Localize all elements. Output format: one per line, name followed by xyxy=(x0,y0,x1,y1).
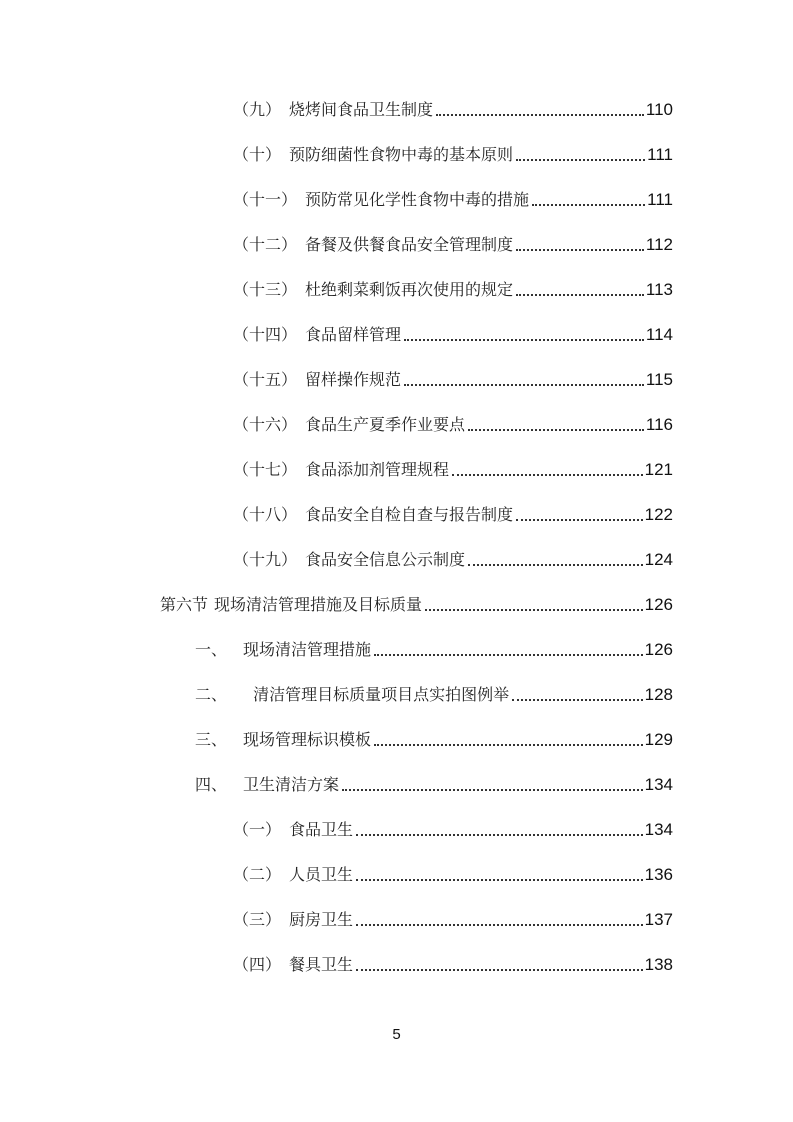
dot-leader xyxy=(516,519,643,521)
toc-entry-page: 138 xyxy=(644,955,673,974)
toc-entry-number: （十三） xyxy=(233,280,298,299)
toc-entry-title: 食品添加剂管理规程 xyxy=(305,460,450,479)
page-number: 5 xyxy=(392,1026,401,1043)
toc-entry-number: （十九） xyxy=(233,550,298,569)
dot-leader xyxy=(374,654,643,656)
toc-entry-page: 134 xyxy=(644,820,673,839)
toc-entry-title: 食品卫生 xyxy=(289,820,354,839)
dot-leader xyxy=(425,609,643,611)
toc-entry-number: （一） xyxy=(233,820,282,839)
toc-entry-title: 预防常见化学性食物中毒的措施 xyxy=(305,190,530,209)
toc-entry[interactable] xyxy=(233,189,673,211)
toc-entry-title: 杜绝剩菜剩饭再次使用的规定 xyxy=(305,280,514,299)
toc-entry-title: 食品安全信息公示制度 xyxy=(305,550,466,569)
toc-entry[interactable] xyxy=(233,144,673,166)
toc-entry-page: 114 xyxy=(645,325,673,344)
toc-entry-number: （十五） xyxy=(233,370,298,389)
dot-leader xyxy=(356,924,643,926)
toc-entry-number: （十四） xyxy=(233,325,298,344)
toc-entry-number: （十八） xyxy=(233,505,298,524)
toc-entry[interactable] xyxy=(233,279,673,301)
dot-leader xyxy=(452,474,643,476)
toc-entry-number: 四、 xyxy=(195,775,228,794)
toc-entry-page: 136 xyxy=(644,865,673,884)
toc-entry-page: 122 xyxy=(644,505,673,524)
dot-leader xyxy=(404,384,644,386)
dot-leader xyxy=(436,114,644,116)
dot-leader xyxy=(516,159,645,161)
toc-entry-title: 现场清洁管理措施 xyxy=(243,640,372,659)
toc-entry-number: （十二） xyxy=(233,235,298,254)
toc-entry-title: 食品留样管理 xyxy=(305,325,402,344)
toc-entry-title: 食品生产夏季作业要点 xyxy=(305,415,466,434)
dot-leader xyxy=(468,564,643,566)
toc-entry-page: 116 xyxy=(645,415,673,434)
toc-entry[interactable] xyxy=(233,234,673,256)
toc-entry-title: 现场清洁管理措施及目标质量 xyxy=(214,595,423,614)
toc-entry-number: （十） xyxy=(233,145,282,164)
toc-entry[interactable] xyxy=(233,954,673,976)
toc-entry-page: 134 xyxy=(644,775,673,794)
toc-entry-title: 预防细菌性食物中毒的基本原则 xyxy=(289,145,514,164)
toc-entry[interactable] xyxy=(233,414,673,436)
toc-entry-page: 137 xyxy=(644,910,673,929)
toc-entry[interactable] xyxy=(233,324,673,346)
toc-entry-page: 128 xyxy=(644,685,673,704)
toc-entry-page: 126 xyxy=(644,595,673,614)
toc-entry-page: 126 xyxy=(644,640,673,659)
toc-entry[interactable] xyxy=(160,594,673,616)
toc-entry-page: 115 xyxy=(645,370,673,389)
toc-entry[interactable] xyxy=(233,504,673,526)
toc-entry-page: 121 xyxy=(644,460,673,479)
toc-entry[interactable] xyxy=(233,864,673,886)
toc-entry-number: 一、 xyxy=(195,640,228,659)
toc-entry-number: 三、 xyxy=(195,730,228,749)
dot-leader xyxy=(516,249,644,251)
toc-entry-title: 烧烤间食品卫生制度 xyxy=(289,100,434,119)
toc-entry-number: （九） xyxy=(233,100,282,119)
dot-leader xyxy=(468,429,644,431)
dot-leader xyxy=(516,294,644,296)
toc-entry-page: 113 xyxy=(645,280,673,299)
toc-entry-number: 二、 xyxy=(195,685,228,704)
toc-entry[interactable] xyxy=(195,639,673,661)
dot-leader xyxy=(404,339,644,341)
toc-entry-number: （十七） xyxy=(233,460,298,479)
toc-entry-title: 人员卫生 xyxy=(289,865,354,884)
toc-entry-number: （二） xyxy=(233,865,282,884)
dot-leader xyxy=(356,969,643,971)
toc-entry-title: 备餐及供餐食品安全管理制度 xyxy=(305,235,514,254)
toc-entry-title: 留样操作规范 xyxy=(305,370,402,389)
toc-entry-number: 第六节 xyxy=(160,595,209,614)
toc-entry-title: 现场管理标识模板 xyxy=(243,730,372,749)
toc-entry-number: （十一） xyxy=(233,190,298,209)
toc-entry-page: 111 xyxy=(647,145,673,164)
dot-leader xyxy=(356,834,643,836)
toc-entry-number: （四） xyxy=(233,955,282,974)
toc-entry[interactable] xyxy=(195,774,673,796)
toc-entry-page: 124 xyxy=(644,550,673,569)
toc-entry-number: （十六） xyxy=(233,415,298,434)
toc-entry-title: 清洁管理目标质量项目点实拍图例举 xyxy=(243,685,510,704)
toc-entry-title: 餐具卫生 xyxy=(289,955,354,974)
toc-entry-title: 厨房卫生 xyxy=(289,910,354,929)
toc-entry-page: 112 xyxy=(645,235,673,254)
toc-entry[interactable] xyxy=(195,684,673,706)
dot-leader xyxy=(532,204,645,206)
toc-entry[interactable] xyxy=(233,99,673,121)
dot-leader xyxy=(512,699,642,701)
toc-entry-page: 129 xyxy=(644,730,673,749)
toc-entry-page: 110 xyxy=(645,100,673,119)
dot-leader xyxy=(356,879,643,881)
toc-entry[interactable] xyxy=(233,369,673,391)
toc-entry-number: （三） xyxy=(233,910,282,929)
toc-entry[interactable] xyxy=(233,819,673,841)
dot-leader xyxy=(342,789,643,791)
toc-entry[interactable] xyxy=(195,729,673,751)
toc-entry[interactable] xyxy=(233,549,673,571)
toc-entry[interactable] xyxy=(233,459,673,481)
toc-entry-page: 111 xyxy=(647,190,673,209)
toc-entry[interactable] xyxy=(233,909,673,931)
toc-entry-title: 卫生清洁方案 xyxy=(243,775,340,794)
dot-leader xyxy=(374,744,643,746)
toc-entry-title: 食品安全自检自查与报告制度 xyxy=(305,505,514,524)
